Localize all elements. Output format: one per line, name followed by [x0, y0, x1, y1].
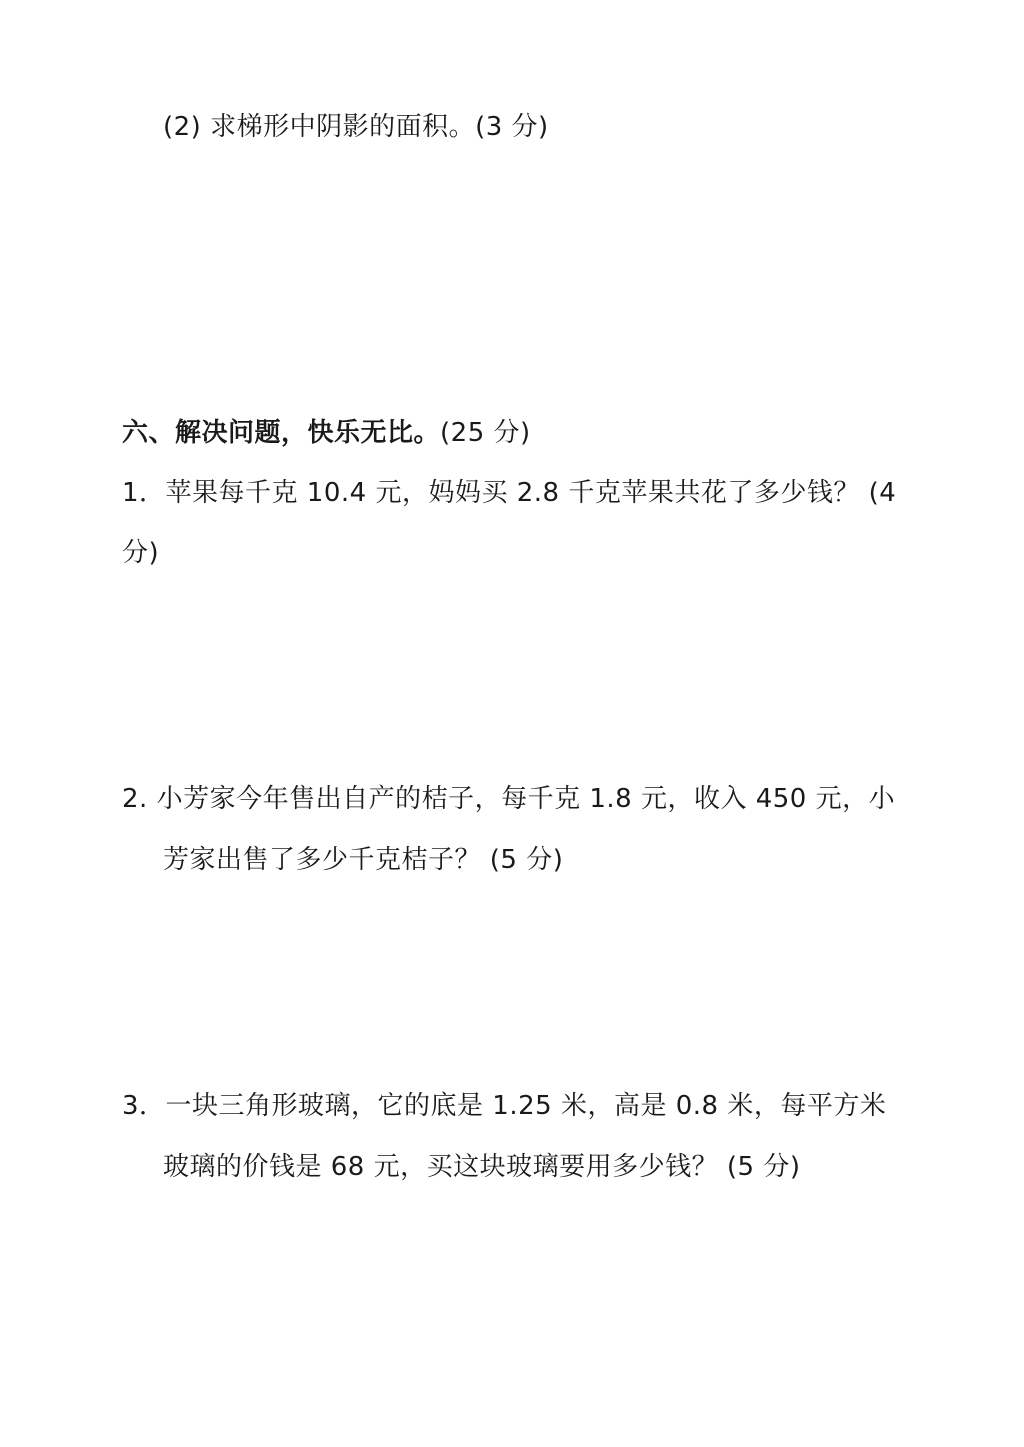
- sub-question-label: (2): [163, 112, 202, 142]
- section-title: 六、解决问题，快乐无比。: [122, 418, 441, 448]
- section-score: (25 分): [440, 418, 531, 448]
- sub-question-2: [163, 112, 549, 143]
- question-3-line-1: 3．一块三角形玻璃，它的底是 1.25 米，高是 0.8 米，每平方米: [122, 1091, 887, 1121]
- section-heading: [122, 418, 531, 449]
- question-2-line-2: 芳家出售了多少千克桔子？ (5 分): [163, 845, 564, 875]
- question-3-line-2: 玻璃的价钱是 68 元，买这块玻璃要用多少钱？ (5 分): [163, 1152, 801, 1182]
- question-1-line-2: 分): [122, 538, 160, 568]
- question-2-line-1: 2. 小芳家今年售出自产的桔子，每千克 1.8 元，收入 450 元，小: [122, 784, 896, 814]
- sub-question-text: 求梯形中阴影的面积。(3 分): [210, 112, 549, 142]
- question-1-line-1: 1．苹果每千克 10.4 元，妈妈买 2.8 千克苹果共花了多少钱？ (4: [122, 478, 897, 508]
